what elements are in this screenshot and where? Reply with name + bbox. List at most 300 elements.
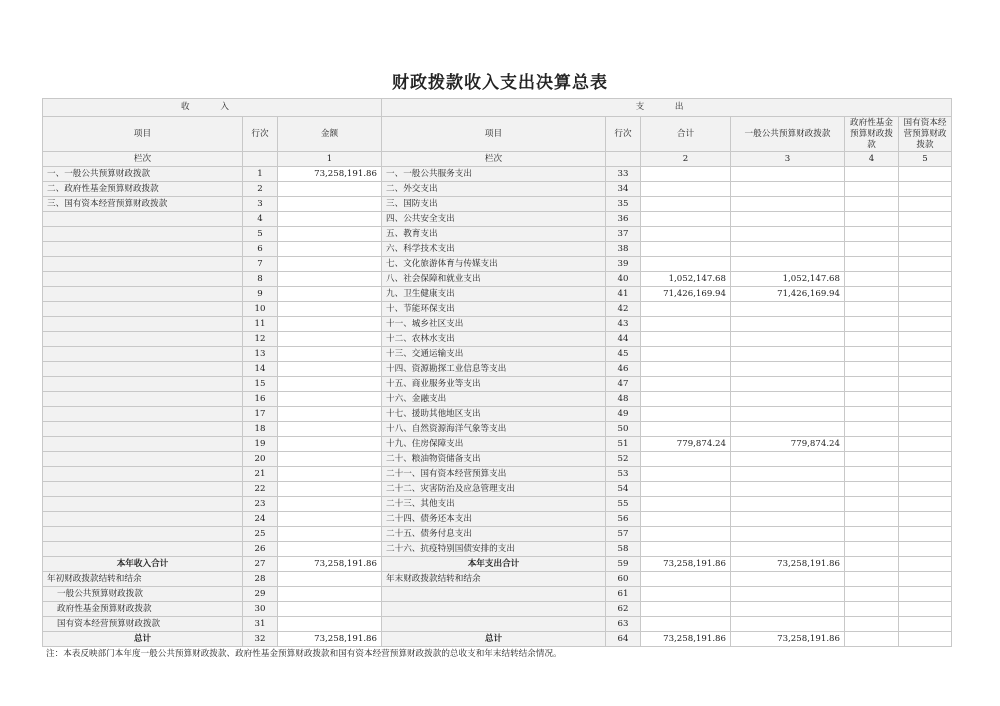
lanci-1: 1: [278, 152, 382, 167]
expense-general-budget: [731, 332, 845, 347]
expense-total: 73,258,191.86: [641, 557, 731, 572]
income-amount: [278, 242, 382, 257]
expense-item: 二十二、灾害防治及应急管理支出: [382, 482, 606, 497]
gov-fund-header: 政府性基金预算财政拨款: [845, 117, 899, 152]
expense-state-capital: [899, 407, 952, 422]
income-amount: [278, 602, 382, 617]
income-lanci-label: 栏次: [43, 152, 243, 167]
expense-state-capital: [899, 197, 952, 212]
expense-total: [641, 392, 731, 407]
expense-row-number: 41: [606, 287, 641, 302]
income-row-number: 3: [243, 197, 278, 212]
income-item: 总计: [43, 632, 243, 647]
income-row-number: 21: [243, 467, 278, 482]
expense-row-number: 34: [606, 182, 641, 197]
income-row-number: 9: [243, 287, 278, 302]
expense-total: [641, 587, 731, 602]
expense-row-number: 43: [606, 317, 641, 332]
expense-total: [641, 602, 731, 617]
expense-row-number: 33: [606, 167, 641, 182]
income-item: [43, 347, 243, 362]
table-row: [43, 197, 952, 212]
expense-total: 779,874.24: [641, 437, 731, 452]
table-row: [43, 182, 952, 197]
expense-state-capital: [899, 437, 952, 452]
income-amount: [278, 257, 382, 272]
income-row-number: 10: [243, 302, 278, 317]
general-budget-header: 一般公共预算财政拨款: [731, 117, 845, 152]
expense-gov-fund: [845, 467, 899, 482]
expense-state-capital: [899, 512, 952, 527]
expense-state-capital: [899, 182, 952, 197]
income-amount: [278, 197, 382, 212]
expense-state-capital: [899, 497, 952, 512]
income-item: [43, 242, 243, 257]
income-amount: [278, 332, 382, 347]
expense-item: 一、一般公共服务支出: [382, 167, 606, 182]
expense-lanci-label: 栏次: [382, 152, 606, 167]
table-row: [43, 242, 952, 257]
expense-state-capital: [899, 482, 952, 497]
income-item: 年初财政拨款结转和结余: [43, 572, 243, 587]
expense-total: [641, 212, 731, 227]
income-item: [43, 437, 243, 452]
expense-row-number: 35: [606, 197, 641, 212]
expense-total: [641, 302, 731, 317]
income-amount: [278, 617, 382, 632]
income-amount: [278, 437, 382, 452]
income-item: [43, 272, 243, 287]
expense-row-number: 57: [606, 527, 641, 542]
income-item: [43, 257, 243, 272]
expense-general-budget: 1,052,147.68: [731, 272, 845, 287]
expense-gov-fund: [845, 602, 899, 617]
expense-total: 1,052,147.68: [641, 272, 731, 287]
table-row: [43, 482, 952, 497]
expense-general-budget: [731, 197, 845, 212]
income-item: [43, 392, 243, 407]
expense-general-budget: [731, 362, 845, 377]
income-item: [43, 362, 243, 377]
lanci-5: 5: [899, 152, 952, 167]
income-amount: [278, 407, 382, 422]
expense-general-budget: [731, 227, 845, 242]
expense-section-header: 支 出: [382, 99, 952, 117]
expense-item: 八、社会保障和就业支出: [382, 272, 606, 287]
expense-gov-fund: [845, 617, 899, 632]
income-row-number: 23: [243, 497, 278, 512]
expense-row-number: 62: [606, 602, 641, 617]
expense-general-budget: 779,874.24: [731, 437, 845, 452]
expense-item: [382, 617, 606, 632]
expense-total: [641, 527, 731, 542]
expense-general-budget: [731, 527, 845, 542]
income-amount: [278, 212, 382, 227]
income-amount: [278, 497, 382, 512]
income-row-number: 14: [243, 362, 278, 377]
expense-row-number: 53: [606, 467, 641, 482]
table-row: [43, 467, 952, 482]
expense-state-capital: [899, 527, 952, 542]
expense-state-capital: [899, 392, 952, 407]
expense-gov-fund: [845, 302, 899, 317]
expense-general-budget: [731, 317, 845, 332]
table-row: [43, 167, 952, 182]
expense-item: 九、卫生健康支出: [382, 287, 606, 302]
income-amount: [278, 452, 382, 467]
expense-gov-fund: [845, 257, 899, 272]
table-row: [43, 272, 952, 287]
expense-row-number: 56: [606, 512, 641, 527]
income-row-number: 29: [243, 587, 278, 602]
expense-total: [641, 362, 731, 377]
expense-state-capital: [899, 557, 952, 572]
expense-general-budget: [731, 392, 845, 407]
income-row-number: 31: [243, 617, 278, 632]
income-amount: [278, 482, 382, 497]
income-amount: [278, 227, 382, 242]
expense-state-capital: [899, 332, 952, 347]
expense-general-budget: [731, 512, 845, 527]
expense-state-capital: [899, 587, 952, 602]
income-item: [43, 497, 243, 512]
table-row: [43, 317, 952, 332]
table-row: [43, 407, 952, 422]
expense-state-capital: [899, 422, 952, 437]
expense-item: 十一、城乡社区支出: [382, 317, 606, 332]
expense-row-number: 58: [606, 542, 641, 557]
income-item: [43, 302, 243, 317]
expense-item: 十九、住房保障支出: [382, 437, 606, 452]
income-row-number: 24: [243, 512, 278, 527]
expense-item: 十五、商业服务业等支出: [382, 377, 606, 392]
expense-gov-fund: [845, 527, 899, 542]
income-amount: [278, 572, 382, 587]
expense-gov-fund: [845, 242, 899, 257]
income-amount: [278, 587, 382, 602]
expense-row-number: 61: [606, 587, 641, 602]
expense-rowno-header: 行次: [606, 117, 641, 152]
expense-gov-fund: [845, 227, 899, 242]
income-item: [43, 527, 243, 542]
expense-total: [641, 257, 731, 272]
income-item: 国有资本经营预算财政拨款: [43, 617, 243, 632]
expense-item: 六、科学技术支出: [382, 242, 606, 257]
expense-general-budget: [731, 482, 845, 497]
expense-general-budget: [731, 497, 845, 512]
expense-gov-fund: [845, 632, 899, 647]
expense-general-budget: [731, 467, 845, 482]
expense-general-budget: [731, 422, 845, 437]
expense-state-capital: [899, 347, 952, 362]
expense-gov-fund: [845, 182, 899, 197]
table-row: [43, 452, 952, 467]
income-item: 本年收入合计: [43, 557, 243, 572]
expense-state-capital: [899, 377, 952, 392]
table-row: [43, 392, 952, 407]
expense-item: 三、国防支出: [382, 197, 606, 212]
expense-total: [641, 467, 731, 482]
income-item-header: 项目: [43, 117, 243, 152]
income-item: [43, 542, 243, 557]
expense-row-number: 45: [606, 347, 641, 362]
expense-state-capital: [899, 602, 952, 617]
income-item: [43, 482, 243, 497]
expense-gov-fund: [845, 347, 899, 362]
expense-gov-fund: [845, 437, 899, 452]
income-amount: 73,258,191.86: [278, 557, 382, 572]
expense-item: 总计: [382, 632, 606, 647]
expense-item: 十三、交通运输支出: [382, 347, 606, 362]
expense-item-header: 项目: [382, 117, 606, 152]
expense-gov-fund: [845, 167, 899, 182]
expense-gov-fund: [845, 542, 899, 557]
expense-general-budget: 73,258,191.86: [731, 557, 845, 572]
expense-general-budget: 71,426,169.94: [731, 287, 845, 302]
expense-row-number: 37: [606, 227, 641, 242]
income-row-number: 18: [243, 422, 278, 437]
expense-row-number: 39: [606, 257, 641, 272]
income-amount: [278, 182, 382, 197]
table-row: [43, 422, 952, 437]
income-row-number: 27: [243, 557, 278, 572]
expense-gov-fund: [845, 422, 899, 437]
expense-general-budget: [731, 602, 845, 617]
income-rowno-header: 行次: [243, 117, 278, 152]
expense-state-capital: [899, 227, 952, 242]
expense-state-capital: [899, 212, 952, 227]
income-amount: [278, 362, 382, 377]
expense-row-number: 59: [606, 557, 641, 572]
income-row-number: 5: [243, 227, 278, 242]
table-row: [43, 377, 952, 392]
expense-row-number: 36: [606, 212, 641, 227]
grand-total-row: [43, 632, 952, 647]
income-amount: [278, 287, 382, 302]
expense-general-budget: [731, 212, 845, 227]
table-row: [43, 437, 952, 452]
expense-state-capital: [899, 542, 952, 557]
expense-row-number: 60: [606, 572, 641, 587]
income-row-number: 28: [243, 572, 278, 587]
page-title: 财政拨款收入支出决算总表: [392, 73, 608, 93]
expense-gov-fund: [845, 512, 899, 527]
income-row-number: 8: [243, 272, 278, 287]
income-row-number: 17: [243, 407, 278, 422]
expense-total: 73,258,191.86: [641, 632, 731, 647]
income-item: [43, 512, 243, 527]
income-amount: 73,258,191.86: [278, 632, 382, 647]
expense-gov-fund: [845, 482, 899, 497]
year-total-row: [43, 557, 952, 572]
income-row-number: 7: [243, 257, 278, 272]
expense-gov-fund: [845, 557, 899, 572]
expense-item: 四、公共安全支出: [382, 212, 606, 227]
table-row: [43, 497, 952, 512]
income-item: [43, 377, 243, 392]
expense-general-budget: [731, 587, 845, 602]
expense-total: [641, 317, 731, 332]
expense-total: [641, 407, 731, 422]
expense-general-budget: [731, 242, 845, 257]
expense-row-number: 64: [606, 632, 641, 647]
expense-gov-fund: [845, 362, 899, 377]
expense-state-capital: [899, 317, 952, 332]
expense-item: 二十三、其他支出: [382, 497, 606, 512]
expense-total: [641, 182, 731, 197]
income-row-number: 30: [243, 602, 278, 617]
carry-row: [43, 587, 952, 602]
expense-general-budget: [731, 572, 845, 587]
income-row-number: 19: [243, 437, 278, 452]
expense-row-number: 47: [606, 377, 641, 392]
expense-item: 本年支出合计: [382, 557, 606, 572]
expense-item: 十六、金融支出: [382, 392, 606, 407]
expense-general-budget: [731, 257, 845, 272]
income-row-number: 4: [243, 212, 278, 227]
expense-state-capital: [899, 242, 952, 257]
expense-item: 年末财政拨款结转和结余: [382, 572, 606, 587]
table-row: [43, 347, 952, 362]
income-row-number: 32: [243, 632, 278, 647]
income-amount: [278, 347, 382, 362]
expense-general-budget: [731, 452, 845, 467]
table-row: [43, 512, 952, 527]
carry-row: [43, 572, 952, 587]
carry-row: [43, 617, 952, 632]
expense-state-capital: [899, 572, 952, 587]
table-row: [43, 257, 952, 272]
income-amount: 73,258,191.86: [278, 167, 382, 182]
expense-item: 十四、资源勘探工业信息等支出: [382, 362, 606, 377]
expense-item: 十二、农林水支出: [382, 332, 606, 347]
expense-gov-fund: [845, 377, 899, 392]
income-row-number: 16: [243, 392, 278, 407]
expense-gov-fund: [845, 332, 899, 347]
expense-row-number: 38: [606, 242, 641, 257]
expense-item: 七、文化旅游体育与传媒支出: [382, 257, 606, 272]
expense-row-number: 46: [606, 362, 641, 377]
expense-state-capital: [899, 467, 952, 482]
income-item: 三、国有资本经营预算财政拨款: [43, 197, 243, 212]
income-item: [43, 407, 243, 422]
expense-total: [641, 227, 731, 242]
table-row: [43, 227, 952, 242]
income-amount: [278, 272, 382, 287]
income-amount-header: 金额: [278, 117, 382, 152]
expense-gov-fund: [845, 572, 899, 587]
income-item: 政府性基金预算财政拨款: [43, 602, 243, 617]
carry-row: [43, 602, 952, 617]
expense-item: 二、外交支出: [382, 182, 606, 197]
expense-gov-fund: [845, 407, 899, 422]
expense-item: 二十五、债务付息支出: [382, 527, 606, 542]
income-amount: [278, 542, 382, 557]
expense-state-capital: [899, 302, 952, 317]
income-item: 一般公共预算财政拨款: [43, 587, 243, 602]
income-row-number: 1: [243, 167, 278, 182]
expense-state-capital: [899, 632, 952, 647]
expense-gov-fund: [845, 287, 899, 302]
income-item: [43, 287, 243, 302]
income-row-number: 11: [243, 317, 278, 332]
expense-general-budget: 73,258,191.86: [731, 632, 845, 647]
expense-total: [641, 617, 731, 632]
expense-gov-fund: [845, 197, 899, 212]
income-item: 二、政府性基金预算财政拨款: [43, 182, 243, 197]
expense-row-number: 44: [606, 332, 641, 347]
expense-row-number: 40: [606, 272, 641, 287]
income-item: [43, 212, 243, 227]
expense-general-budget: [731, 407, 845, 422]
expense-gov-fund: [845, 317, 899, 332]
expense-general-budget: [731, 182, 845, 197]
expense-state-capital: [899, 257, 952, 272]
footnote: 注：本表反映部门本年度一般公共预算财政拨款、政府性基金预算财政拨款和国有资本经营预算财政拨款的总收支和年末结转结余情况。: [46, 649, 562, 659]
expense-row-number: 49: [606, 407, 641, 422]
lanci-4: 4: [845, 152, 899, 167]
expense-state-capital: [899, 287, 952, 302]
expense-total-header: 合计: [641, 117, 731, 152]
income-row-number: 15: [243, 377, 278, 392]
expense-total: [641, 572, 731, 587]
income-amount: [278, 392, 382, 407]
expense-state-capital: [899, 362, 952, 377]
expense-item: 五、教育支出: [382, 227, 606, 242]
income-amount: [278, 422, 382, 437]
expense-total: [641, 377, 731, 392]
expense-gov-fund: [845, 587, 899, 602]
expense-state-capital: [899, 452, 952, 467]
lanci-2: 2: [641, 152, 731, 167]
fiscal-summary-table: [42, 98, 952, 647]
income-row-number: 25: [243, 527, 278, 542]
lanci-3: 3: [731, 152, 845, 167]
income-row-number: 12: [243, 332, 278, 347]
table-row: [43, 362, 952, 377]
expense-general-budget: [731, 167, 845, 182]
income-row-number: 6: [243, 242, 278, 257]
income-amount: [278, 302, 382, 317]
income-row-number: 20: [243, 452, 278, 467]
expense-gov-fund: [845, 452, 899, 467]
expense-row-number: 55: [606, 497, 641, 512]
expense-item: 二十四、债务还本支出: [382, 512, 606, 527]
expense-total: [641, 167, 731, 182]
expense-item: 十、节能环保支出: [382, 302, 606, 317]
expense-row-number: 48: [606, 392, 641, 407]
expense-item: 十七、援助其他地区支出: [382, 407, 606, 422]
expense-general-budget: [731, 302, 845, 317]
table-row: [43, 332, 952, 347]
income-item: [43, 317, 243, 332]
income-amount: [278, 527, 382, 542]
expense-state-capital: [899, 167, 952, 182]
expense-total: [641, 452, 731, 467]
expense-row-number: 63: [606, 617, 641, 632]
expense-gov-fund: [845, 212, 899, 227]
expense-total: [641, 497, 731, 512]
expense-general-budget: [731, 377, 845, 392]
expense-item: 二十一、国有资本经营预算支出: [382, 467, 606, 482]
income-row-number: 22: [243, 482, 278, 497]
expense-gov-fund: [845, 497, 899, 512]
expense-row-number: 42: [606, 302, 641, 317]
expense-row-number: 54: [606, 482, 641, 497]
income-amount: [278, 317, 382, 332]
expense-total: [641, 197, 731, 212]
income-amount: [278, 467, 382, 482]
